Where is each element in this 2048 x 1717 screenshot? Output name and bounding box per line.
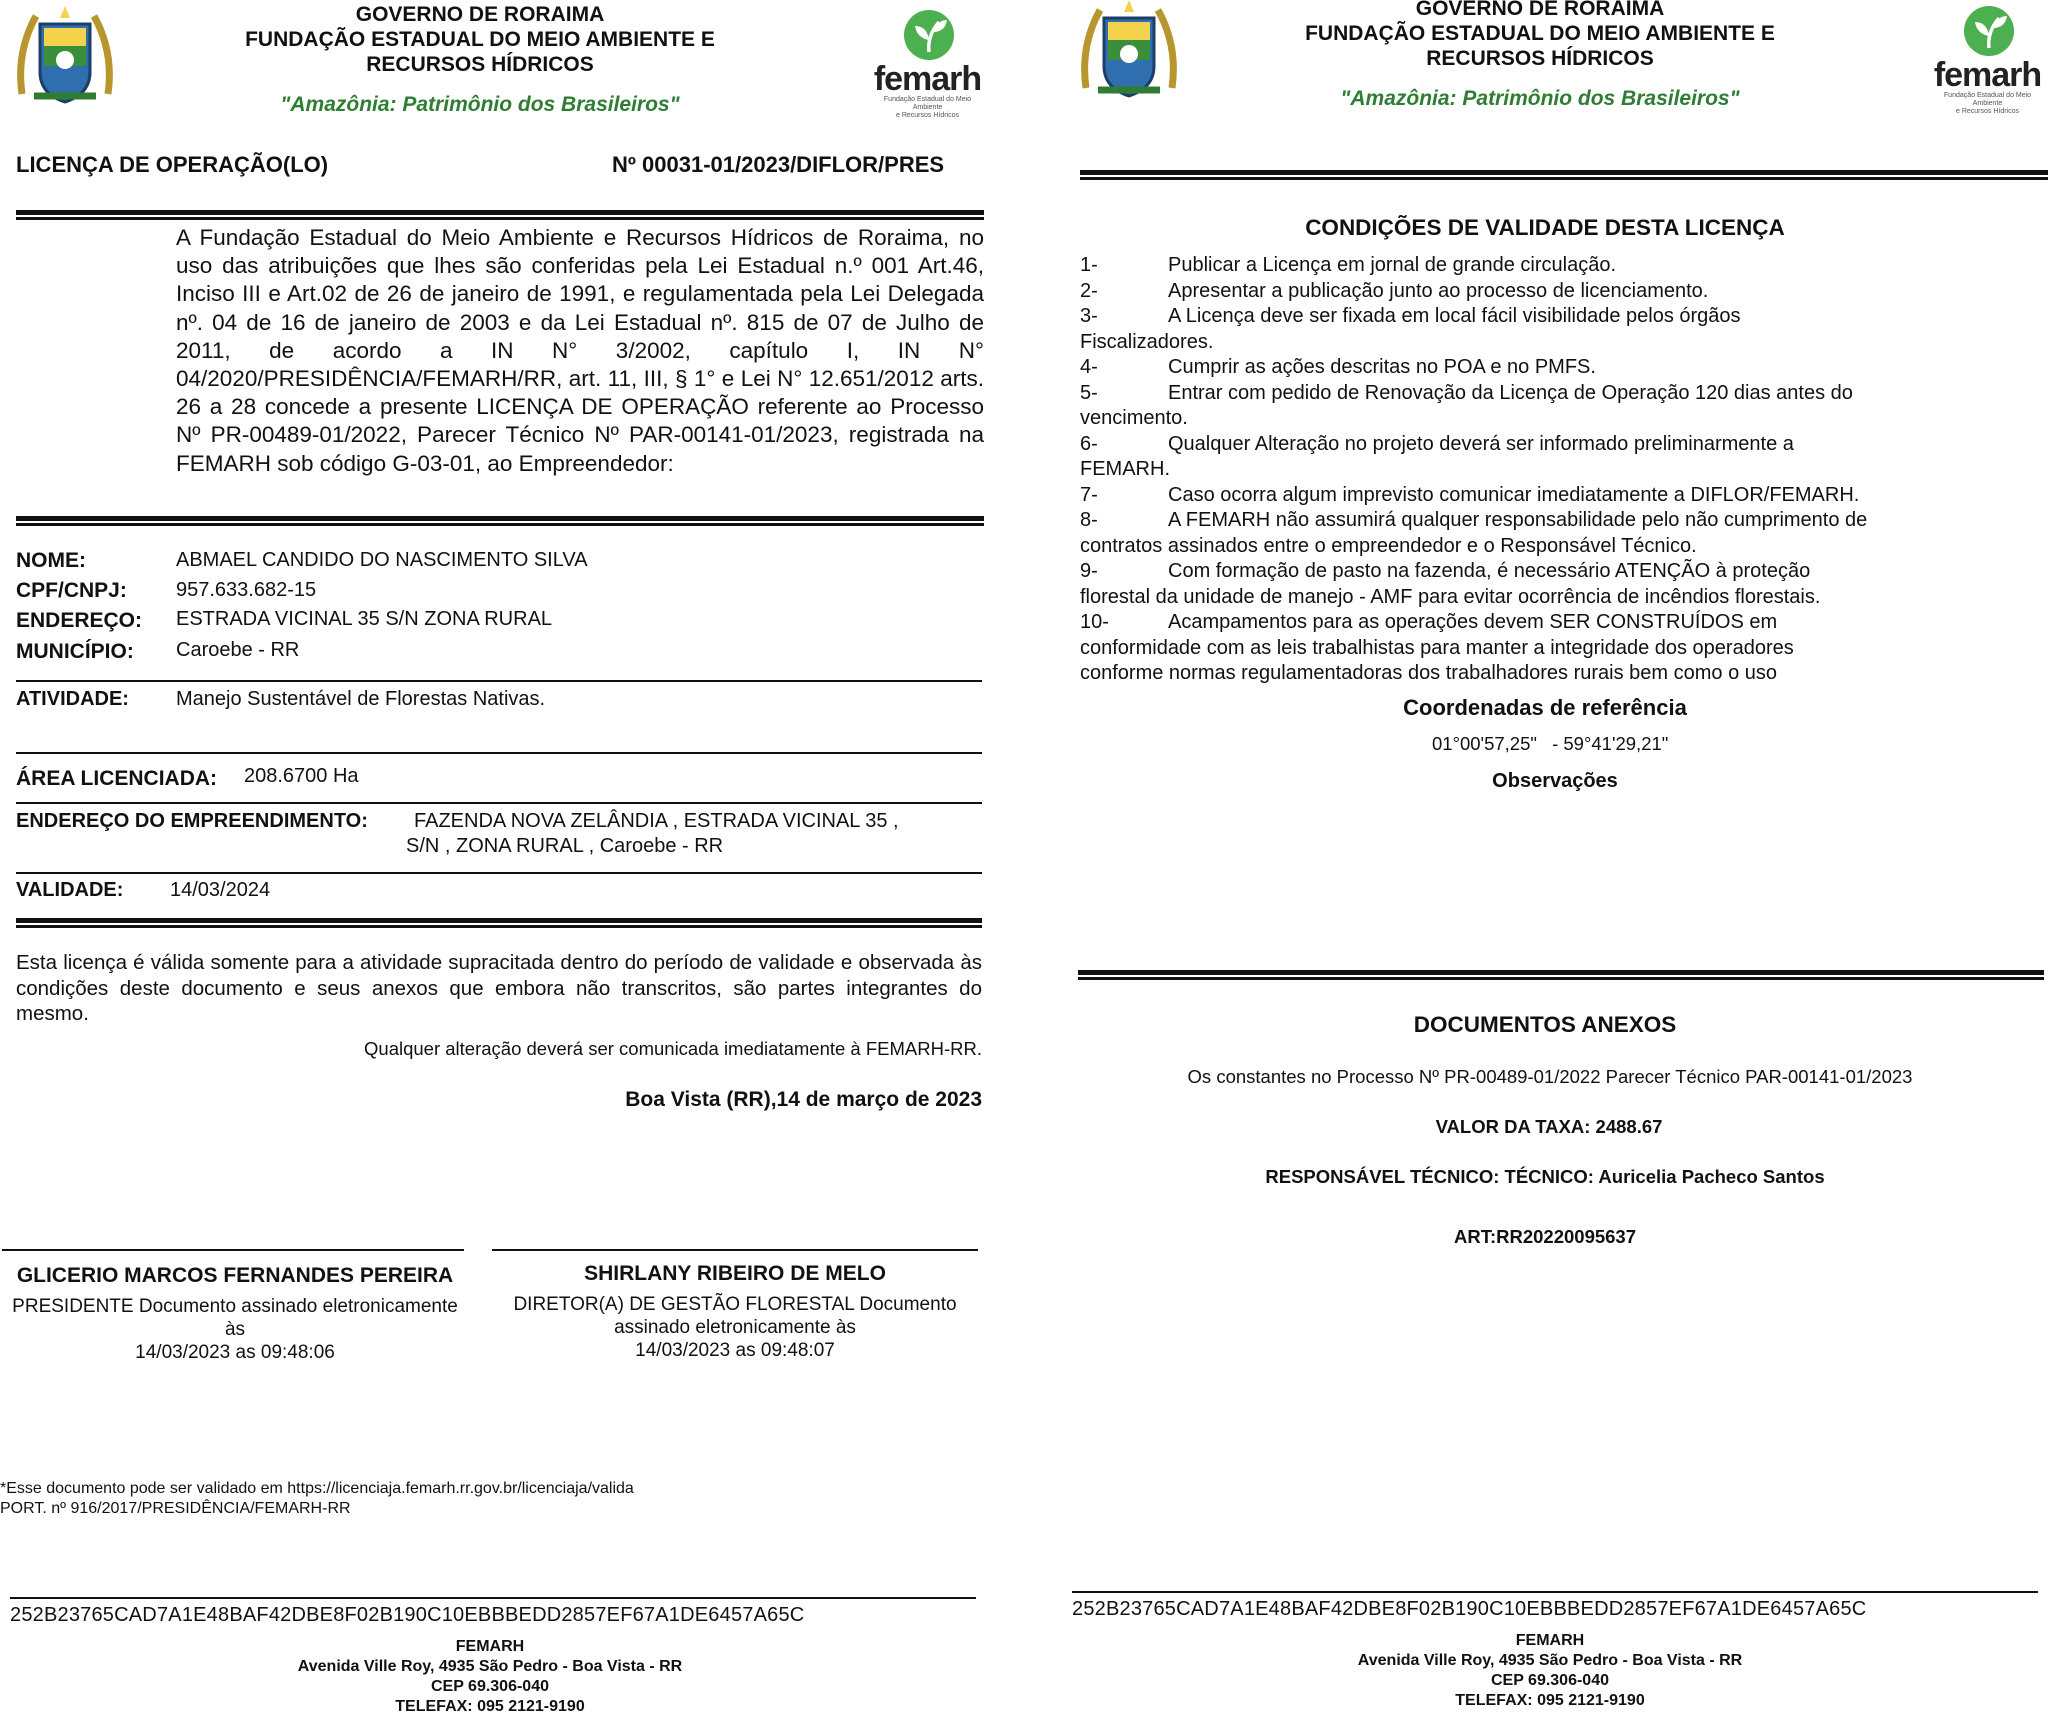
femarh-logo xyxy=(870,8,985,120)
logo-text: femarh xyxy=(873,60,982,98)
condition-number: 5- xyxy=(1080,381,1098,404)
endereco-empreendimento-label: ENDEREÇO DO EMPREENDIMENTO: xyxy=(16,810,368,832)
atividade-value: Manejo Sustentável de Florestas Nativas. xyxy=(176,688,546,710)
condition-item xyxy=(1080,559,2040,585)
divider xyxy=(16,802,982,804)
condition-text: Acampamentos para as operações devem SER CONSTRUÍDOS em xyxy=(1168,611,1778,633)
footer-cep: CEP 69.306-040 xyxy=(430,1678,549,1695)
signer-role-line-3: 14/03/2023 as 09:48:07 xyxy=(635,1340,835,1361)
footer-address: Avenida Ville Roy, 4935 São Pedro - Boa Vista - RR xyxy=(1357,1652,1743,1669)
portaria-note: PORT. nº 916/2017/PRESIDÊNCIA/FEMARH-RR xyxy=(0,1500,351,1517)
condition-continuation: Fiscalizadores. xyxy=(1080,330,1214,353)
signer-role-line-2: às xyxy=(224,1319,246,1340)
cpf-value: 957.633.682-15 xyxy=(176,579,317,601)
condition-text: Entrar com pedido de Renovação da Licença de Operação 120 dias antes do xyxy=(1168,381,1853,404)
header-motto: "Amazônia: Patrimônio dos Brasileiros" xyxy=(1340,87,1740,110)
condition-continuation: florestal da unidade de manejo - AMF para evitar ocorrência de incêndios florestais. xyxy=(1080,585,1821,608)
municipio-label: MUNICÍPIO: xyxy=(16,640,134,663)
condition-text: Qualquer Alteração no projeto deverá ser informado preliminarmente a xyxy=(1168,432,1794,455)
divider xyxy=(1080,170,2048,180)
header-line-2: FUNDAÇÃO ESTADUAL DO MEIO AMBIENTE E xyxy=(1305,22,1775,45)
conditions-page xyxy=(1070,0,2048,1715)
signature-block-director xyxy=(497,1262,973,1362)
condition-item xyxy=(1080,432,2040,458)
signer-role-line-1: PRESIDENTE Documento assinado eletronicamente xyxy=(12,1296,458,1317)
header-line-3: RECURSOS HÍDRICOS xyxy=(1426,47,1654,70)
signer-role-line-2: assinado eletronicamente às xyxy=(614,1317,856,1338)
annexes-text: Os constantes no Processo Nº PR-00489-01/2022 Parecer Técnico PAR-00141-01/2023 xyxy=(1187,1066,1913,1087)
document-hash: 252B23765CAD7A1E48BAF42DBE8F02B190C10EBBBEDD2857EF67A1DE6457A65C xyxy=(10,1604,805,1626)
divider xyxy=(16,210,984,220)
coordinates-values xyxy=(1432,733,1668,755)
condition-text: Com formação de pasto na fazenda, é necessário ATENÇÃO à proteção xyxy=(1168,560,1811,582)
header-line-1: GOVERNO DE RORAIMA xyxy=(355,3,605,26)
divider xyxy=(16,752,982,754)
femarh-logo xyxy=(1930,4,2045,116)
coat-of-arms-icon xyxy=(1078,0,1180,108)
condition-number: 1- xyxy=(1080,254,1098,276)
fee-value: VALOR DA TAXA: 2488.67 xyxy=(1435,1116,1663,1137)
endereco-empreendimento-line-2: S/N , ZONA RURAL , Caroebe - RR xyxy=(406,835,724,857)
alteration-note: Qualquer alteração deverá ser comunicada imediatamente à FEMARH-RR. xyxy=(364,1038,982,1059)
header-title-block xyxy=(1220,0,1860,71)
validade-label: VALIDADE: xyxy=(16,879,124,901)
footer-address: Avenida Ville Roy, 4935 São Pedro - Boa Vista - RR xyxy=(297,1658,683,1675)
endereco-value: ESTRADA VICINAL 35 S/N ZONA RURAL xyxy=(176,608,553,630)
condition-number: 3- xyxy=(1080,305,1098,327)
atividade-label: ATIVIDADE: xyxy=(16,688,129,710)
license-intro: A Fundação Estadual do Meio Ambiente e Recursos Hídricos de Roraima, no uso das atribuições que lhes são conferidas pela Lei Estadual n.º 001 Art.46, Inciso III e Art.02 de 26 de janeiro de 1991, e regulamentada pela Lei Delegada nº. 04 de 16 de janeiro de 2003 e da Lei Estadual nº. 815 de 07 de Julho de 2011, de acordo a IN N° 3/2002, capítulo I, IN N° 04/2020/PRESIDÊNCIA/FEMARH/RR, art. 11, III, § 1° e Lei N° 12.651/2012 arts. 26 a 28 concede a presente LICENÇA DE OPERAÇÃO referente ao Processo Nº PR-00489-01/2022, Parecer Técnico Nº PAR-00141-01/2023, registrada na FEMARH sob código G-03-01, ao Empreendedor: xyxy=(176,225,984,476)
footer-address-block xyxy=(1300,1631,1800,1711)
condition-text: A Licença deve ser fixada em local fácil visibilidade pelos órgãos xyxy=(1168,305,1741,327)
condition-number: 9- xyxy=(1080,560,1098,582)
signer-name: GLICERIO MARCOS FERNANDES PEREIRA xyxy=(16,1264,454,1287)
condition-item xyxy=(1080,253,2040,279)
footer-org: FEMARH xyxy=(455,1638,525,1655)
condition-item xyxy=(1080,304,2040,330)
condition-continuation: contratos assinados entre o empreendedor e o Responsável Técnico. xyxy=(1080,534,1697,557)
logo-text: femarh xyxy=(1933,56,2042,94)
leaf-icon xyxy=(1963,4,2045,58)
footer-phone: TELEFAX: 095 2121-9190 xyxy=(1455,1692,1645,1709)
footer-phone: TELEFAX: 095 2121-9190 xyxy=(395,1698,585,1715)
condition-number: 4- xyxy=(1080,356,1098,378)
document-hash: 252B23765CAD7A1E48BAF42DBE8F02B190C10EBBBEDD2857EF67A1DE6457A65C xyxy=(1072,1598,1867,1620)
endereco-empreendimento-line-1: FAZENDA NOVA ZELÂNDIA , ESTRADA VICINAL 35 , xyxy=(414,810,899,832)
condition-continuation: FEMARH. xyxy=(1080,458,1170,480)
validity-text: Esta licença é válida somente para a atividade supracitada dentro do período de validade e observada às condições deste documento e seus anexos que embora não transcritos, são partes integrantes do mesmo. xyxy=(16,951,982,1025)
condition-number: 2- xyxy=(1080,279,1098,302)
condition-text: A FEMARH não assumirá qualquer responsabilidade pelo não cumprimento de xyxy=(1168,509,1868,531)
leaf-icon xyxy=(903,8,985,62)
condition-continuation: conforme normas regulamentadoras dos trabalhadores rurais bem como o uso xyxy=(1080,662,1778,684)
place-date: Boa Vista (RR),14 de março de 2023 xyxy=(625,1088,982,1111)
condition-text: Caso ocorra algum imprevisto comunicar imediatamente a DIFLOR/FEMARH. xyxy=(1168,483,1860,506)
divider xyxy=(16,680,982,682)
coordinate-latitude: 01°00'57,25" xyxy=(1432,733,1537,754)
nome-value: ABMAEL CANDIDO DO NASCIMENTO SILVA xyxy=(176,549,588,571)
area-label: ÁREA LICENCIADA: xyxy=(16,767,218,790)
condition-number: 8- xyxy=(1080,509,1098,531)
divider xyxy=(1078,970,2044,980)
condition-number: 7- xyxy=(1080,483,1098,506)
condition-text: Apresentar a publicação junto ao processo de licenciamento. xyxy=(1168,279,1709,302)
condition-item xyxy=(1080,508,2040,534)
divider xyxy=(16,918,982,928)
header-line-2: FUNDAÇÃO ESTADUAL DO MEIO AMBIENTE E xyxy=(245,28,715,51)
header-motto: "Amazônia: Patrimônio dos Brasileiros" xyxy=(280,93,680,116)
signature-block-president xyxy=(0,1264,470,1364)
endereco-label: ENDEREÇO: xyxy=(16,609,143,632)
condition-number: 10- xyxy=(1080,611,1109,633)
license-page xyxy=(0,0,1000,1715)
divider xyxy=(10,1597,976,1599)
signature-line xyxy=(2,1249,464,1251)
divider xyxy=(1072,1591,2038,1593)
conditions-list xyxy=(1080,253,2040,687)
condition-item xyxy=(1080,279,2040,305)
observations-title: Observações xyxy=(1492,770,1618,792)
conditions-title: CONDIÇÕES DE VALIDADE DESTA LICENÇA xyxy=(1305,215,1785,240)
signer-name: SHIRLANY RIBEIRO DE MELO xyxy=(584,1262,886,1285)
logo-subtitle-2: e Recursos Hídricos xyxy=(1955,108,2020,115)
condition-continuation: conformidade com as leis trabalhistas para manter a integridade dos operadores xyxy=(1080,636,1794,659)
coat-of-arms-icon xyxy=(14,2,116,114)
divider xyxy=(16,516,984,526)
logo-subtitle-1: Fundação Estadual do Meio Ambiente xyxy=(1943,92,2032,107)
footer-cep: CEP 69.306-040 xyxy=(1490,1672,1609,1689)
coordinate-longitude: - 59°41'29,21" xyxy=(1552,733,1669,754)
validation-note xyxy=(0,1479,634,1519)
technician: RESPONSÁVEL TÉCNICO: TÉCNICO: Auricelia Pacheco Santos xyxy=(1265,1166,1825,1187)
art-number: ART:RR20220095637 xyxy=(1453,1226,1637,1247)
validade-value: 14/03/2024 xyxy=(170,879,271,901)
condition-continuation: vencimento. xyxy=(1080,407,1188,429)
validation-url-note: *Esse documento pode ser validado em https://licenciaja.femarh.rr.gov.br/licenciaja/valida xyxy=(0,1480,634,1497)
license-type: LICENÇA DE OPERAÇÃO(LO) xyxy=(16,152,329,177)
logo-subtitle-1: Fundação Estadual do Meio Ambiente xyxy=(883,96,972,111)
logo-subtitle-2: e Recursos Hídricos xyxy=(895,112,960,119)
nome-label: NOME: xyxy=(16,549,86,572)
condition-item xyxy=(1080,610,2040,636)
condition-item xyxy=(1080,381,2040,407)
license-number: Nº 00031-01/2023/DIFLOR/PRES xyxy=(612,152,945,177)
condition-text: Publicar a Licença em jornal de grande circulação. xyxy=(1168,254,1617,276)
header-title-block xyxy=(160,2,800,77)
header-line-3: RECURSOS HÍDRICOS xyxy=(366,53,594,76)
annexes-title: DOCUMENTOS ANEXOS xyxy=(1413,1012,1677,1037)
condition-item xyxy=(1080,483,2040,509)
municipio-value: Caroebe - RR xyxy=(176,639,300,661)
signer-role-line-1: DIRETOR(A) DE GESTÃO FLORESTAL Documento xyxy=(513,1294,957,1315)
footer-org: FEMARH xyxy=(1515,1632,1585,1649)
divider xyxy=(16,872,982,874)
condition-item xyxy=(1080,355,2040,381)
footer-address-block xyxy=(240,1637,740,1717)
signer-role-line-3: 14/03/2023 as 09:48:06 xyxy=(135,1342,335,1363)
condition-text: Cumprir as ações descritas no POA e no PMFS. xyxy=(1168,356,1596,378)
header-line-1: GOVERNO DE RORAIMA xyxy=(1415,0,1665,20)
area-value: 208.6700 Ha xyxy=(244,765,359,787)
coordinates-title: Coordenadas de referência xyxy=(1403,695,1687,720)
signature-line xyxy=(492,1249,978,1251)
condition-number: 6- xyxy=(1080,432,1098,455)
cpf-label: CPF/CNPJ: xyxy=(16,579,127,602)
